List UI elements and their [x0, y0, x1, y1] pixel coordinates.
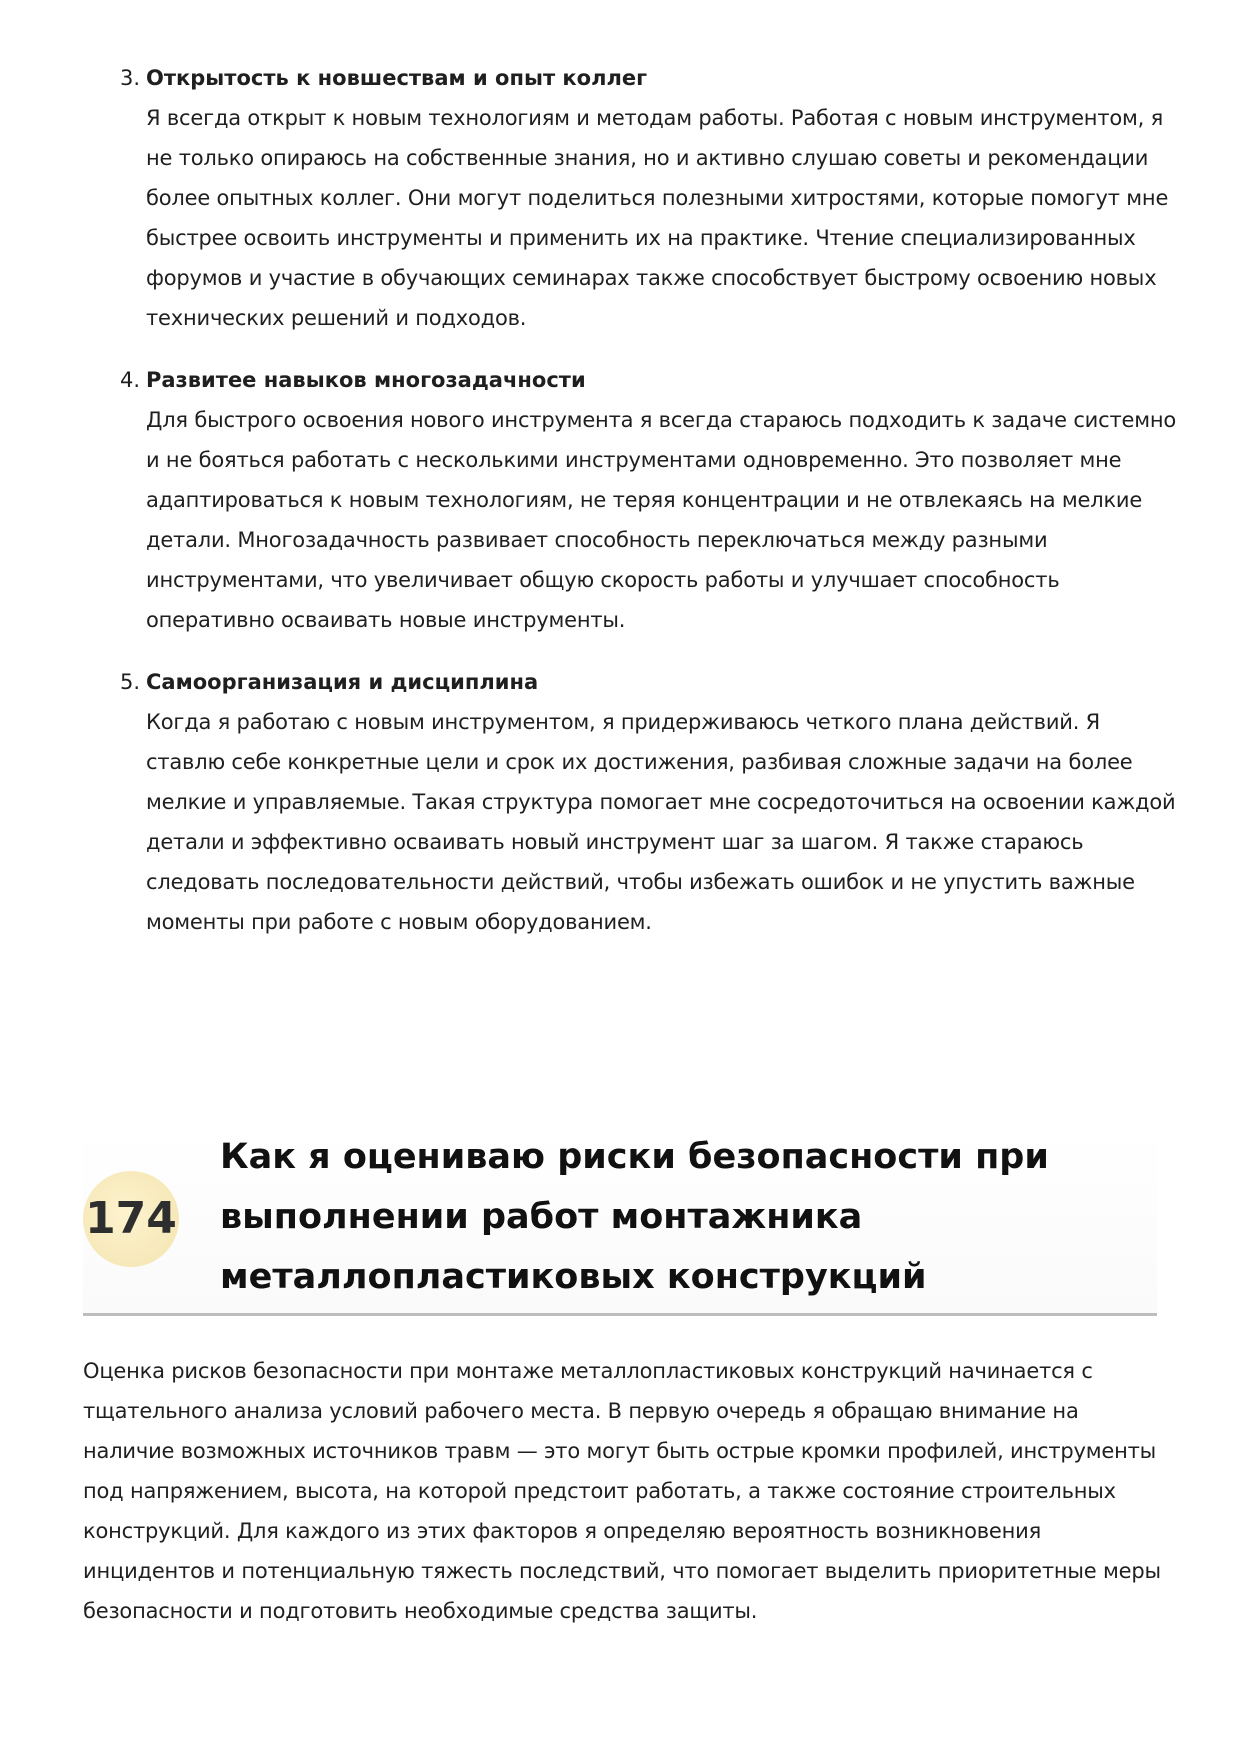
numbered-list	[108, 58, 1178, 964]
list-item	[108, 58, 1178, 338]
section-body-paragraph: Оценка рисков безопасности при монтаже металлопластиковых конструкций начинается с тщательного анализа условий рабочего места. В первую очередь я обращаю внимание на наличие возможных источников травм — это могут быть острые кромки профилей, инструменты под напряжением, высота, на которой предстоит работать, а также состояние строительных конструкций. Для каждого из этих факторов я определяю вероятность возникновения инцидентов и потенциальную тяжесть последствий, что помогает выделить приоритетные меры безопасности и подготовить необходимые средства защиты.	[83, 1359, 1161, 1623]
list-item	[108, 360, 1178, 640]
list-item-title: Самоорганизация и дисциплина	[146, 670, 539, 694]
list-item-title: Развитее навыков многозадачности	[146, 368, 586, 392]
list-item-number: 3.	[120, 66, 141, 90]
list-item-text: Когда я работаю с новым инструментом, я придерживаюсь четкого плана действий. Я ставлю себе конкретные цели и срок их достижения, разбивая сложные задачи на более мелкие и управляемые. Такая структура помогает мне сосредоточиться на освоении каждой детали и эффективно осваивать новый инструмент шаг за шагом. Я также стараюсь следовать последовательности действий, чтобы избежать ошибок и не упустить важные моменты при работе с новым оборудованием.	[146, 710, 1176, 934]
list-item-text: Я всегда открыт к новым технологиям и методам работы. Работая с новым инструментом, я не только опираюсь на собственные знания, но и активно слушаю советы и рекомендации более опытных коллег. Они могут поделиться полезными хитростями, которые помогут мне быстрее освоить инструменты и применить их на практике. Чтение специализированных форумов и участие в обучающих семинарах также способствует быстрому освоению новых технических решений и подходов.	[146, 106, 1169, 330]
section-header	[83, 1127, 1157, 1316]
list-item-text: Для быстрого освоения нового инструмента я всегда стараюсь подходить к задаче системно и не бояться работать с несколькими инструментами одновременно. Это позволяет мне адаптироваться к новым технологиям, не теряя концентрации и не отвлекаясь на мелкие детали. Многозадачность развивает способность переключаться между разными инструментами, что увеличивает общую скорость работы и улучшает способность оперативно осваивать новые инструменты.	[146, 408, 1177, 632]
list-item-number: 5.	[120, 670, 141, 694]
list-item	[108, 662, 1178, 942]
section-number: 174	[85, 1193, 177, 1244]
section-title: Как я оцениваю риски безопасности при выполнении работ монтажника металлопластиковых конструкций	[220, 1137, 1049, 1297]
list-item-title: Открытость к новшествам и опыт коллег	[146, 66, 648, 90]
list-item-number: 4.	[120, 368, 141, 392]
